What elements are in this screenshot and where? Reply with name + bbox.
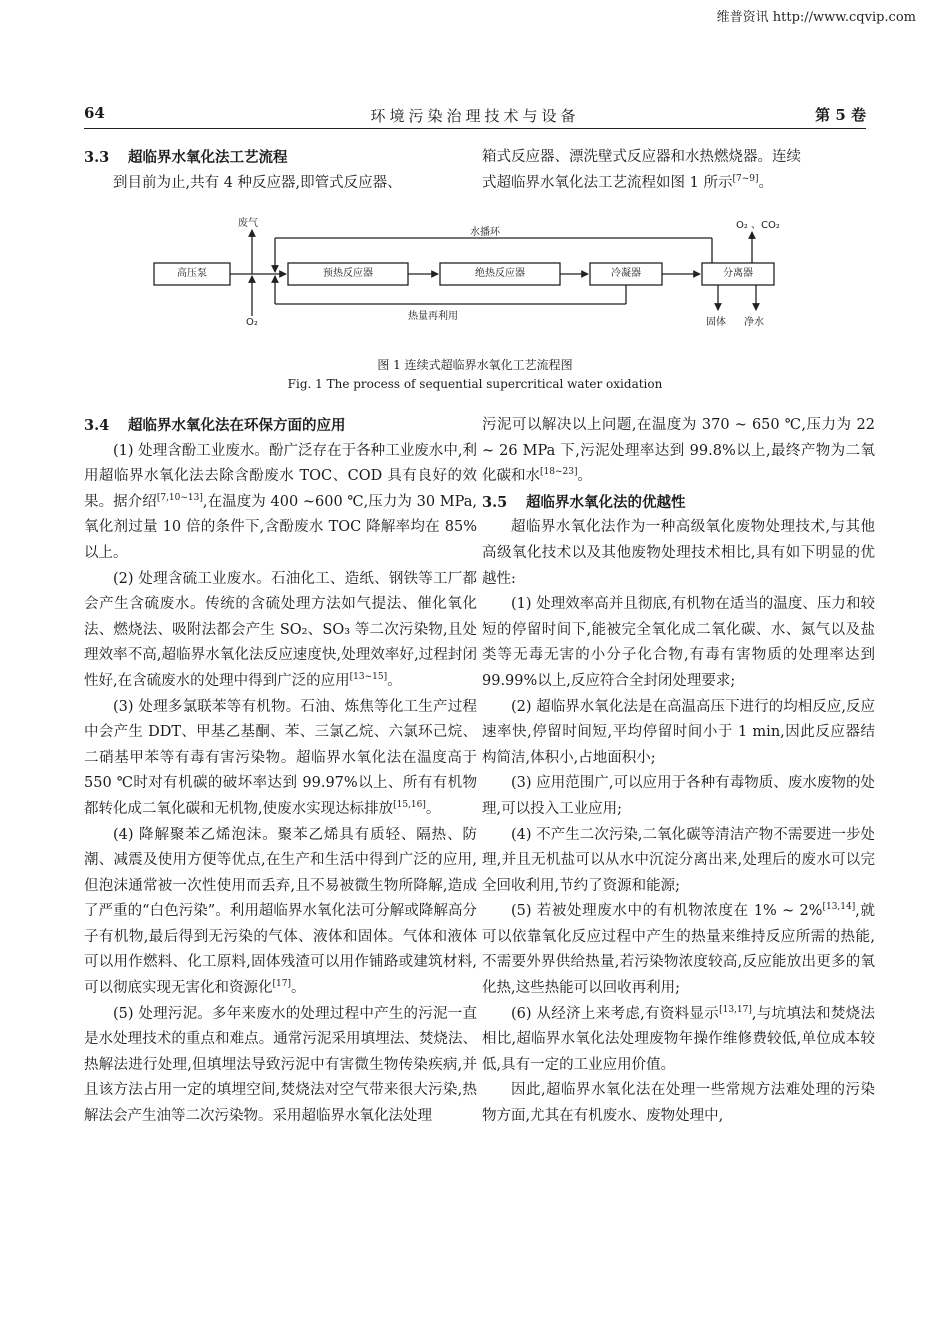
label-solid: 固体 xyxy=(706,317,726,328)
label-o2: O₂ xyxy=(246,317,258,328)
watermark: 维普资讯 http://www.cqvip.com xyxy=(716,10,916,25)
label-clean-water: 净水 xyxy=(744,317,764,328)
paragraph: 因此,超临界水氧化法在处理一些常规方法难处理的污染物方面,尤其在有机废水、废物处理中, xyxy=(482,1082,875,1125)
paragraph: (3) 处理多氯联苯等有机物。石油、炼焦等化工生产过程中会产生 DDT、甲基乙基酮、苯、三氯乙烷、六氯环己烷、二硝基甲苯等有毒有害污染物。超临界水氧化法在温度高于 550 ℃时对有机碳的破坏率达到 99.97%以上、所有有机物都转化成二氧化碳和无机物,使废水实现达标排放[15,16]。 xyxy=(84,698,477,817)
list-item: (2) 超临界水氧化法是在高温高压下进行的均相反应,反应速率快,停留时间短,平均停留时间小于 1 min,因此反应器结构简洁,体积小,占地面积小; xyxy=(482,698,875,766)
paragraph: 污泥可以解决以上问题,在温度为 370 ~ 650 ℃,压力为 22 ~ 26 MPa 下,污泥处理率达到 99.8%以上,最终产物为二氧化碳和水[18~23]。 xyxy=(482,417,875,485)
list-item: (1) 处理效率高并且彻底,有机物在适当的温度、压力和较短的停留时间下,能被完全氧化成二氧化碳、水、氮气以及盐类等无毒无害的小分子化合物,有毒有害物质的处理率达到 99.99%以上,反应符合全封闭处理要求; xyxy=(482,596,875,689)
section-heading: 3.4 超临界水氧化法在环保方面的应用 xyxy=(84,417,346,434)
label-waste-gas: 废气 xyxy=(238,218,258,229)
label-separator: 分离器 xyxy=(723,268,753,279)
label-high-pressure-pump: 高压泵 xyxy=(177,268,207,279)
citation: [13,17] xyxy=(719,1004,752,1015)
citation: [13~15] xyxy=(349,672,388,683)
label-condenser: 冷凝器 xyxy=(611,268,641,279)
citation: [18~23] xyxy=(540,467,578,478)
paragraph: (2) 处理含硫工业废水。石油化工、造纸、钢铁等工厂都会产生含硫废水。传统的含硫处理方法如气提法、催化氧化法、燃烧法、吸附法都会产生 SO₂、SO₃ 等二次污染物,且处理效率不高,超临界水氧化法反应速度快,处理效率好,过程封闭性好,在含硫废水的处理中得到广泛的应用[13~15]。 xyxy=(84,570,477,689)
label-heat-reuse: 热量再利用 xyxy=(408,311,458,322)
section-heading: 3.5 超临界水氧化法的优越性 xyxy=(482,493,686,511)
paragraph: (5) 处理污泥。多年来废水的处理过程中产生的污泥一直是水处理技术的重点和难点。通常污泥采用填埋法、焚烧法、热解法进行处理,但填埋法导致污泥中有害微生物传染疾病,并且该方法占用一定的填埋空间,焚烧法对空气带来很大污染,热解法会产生油等二次污染物。采用超临界水氧化法处理 xyxy=(84,1005,477,1125)
list-item: (6) 从经济上来考虑,有资料显示[13,17],与坑填法和焚烧法相比,超临界水氧化法处理废物年操作维修费较低,单位成本较低,具有一定的工业应用价值。 xyxy=(482,1004,875,1073)
journal-title: 环境污染治理技术与设备 xyxy=(370,107,580,125)
label-preheat-reactor: 预热反应器 xyxy=(323,268,373,279)
list-item: (3) 应用范围广,可以应用于各种有毒物质、废水废物的处理,可以投入工业应用; xyxy=(482,775,875,817)
left-column xyxy=(84,413,477,1130)
label-o2-co2: O₂ 、CO₂ xyxy=(736,220,780,231)
figure-caption-cn: 图 1 连续式超临界水氧化工艺流程图 xyxy=(377,358,573,372)
citation: [15,16] xyxy=(393,800,426,811)
paragraph: (4) 降解聚苯乙烯泡沫。聚苯乙烯具有质轻、隔热、防潮、减震及使用方便等优点,在生产和生活中得到广泛的应用,但泡沫通常被一次性使用而丢弃,且不易被微生物所降解,造成了严重的“白色污染”。利用超临界水氧化法可分解或降解高分子有机物,最后得到无污染的气体、液体和固体。气体和液体可以用作燃料、化工原料,固体残渣可以用作铺路或建筑材料,可以彻底实现无害化和资源化[17]。 xyxy=(84,826,477,997)
citation: [7~9] xyxy=(732,173,759,184)
section-3-3-right xyxy=(482,145,875,196)
section-heading: 3.3 超临界水氧化法工艺流程 xyxy=(84,149,288,166)
volume-label: 第 5 卷 xyxy=(815,106,866,124)
process-flow-diagram xyxy=(140,214,820,336)
paragraph: (1) 处理含酚工业废水。酚广泛存在于各种工业废水中,利用超临界水氧化法去除含酚废水 TOC、COD 具有良好的效果。据介绍[7,10~13],在温度为 400 ~600 ℃,压力为 30 MPa,氧化剂过量 10 倍的条件下,含酚废水 TOC 降解率均在 85%以上。 xyxy=(84,442,477,561)
citation: [13,14] xyxy=(822,902,856,913)
running-header xyxy=(84,104,866,129)
paragraph: 到目前为止,共有 4 种反应器,即管式反应器、 xyxy=(113,174,402,191)
right-column xyxy=(482,413,875,1130)
figure-caption-en: Fig. 1 The process of sequential supercritical water oxidation xyxy=(287,377,663,391)
citation: [7,10~13] xyxy=(156,492,203,503)
list-item: (4) 不产生二次污染,二氧化碳等清洁产物不需要进一步处理,并且无机盐可以从水中沉淀分离出来,处理后的废水可以完全回收利用,节约了资源和能源; xyxy=(482,826,875,894)
section-3-3-left xyxy=(84,145,477,196)
label-adiabatic-reactor: 绝热反应器 xyxy=(475,268,525,279)
list-item: (5) 若被处理废水中的有机物浓度在 1% ~ 2%[13,14],就可以依靠氧化反应过程中产生的热量来维持反应所需的热能,不需要外界供给热量,若污染物浓度较高,反应能放出更多的氧化热,这些热能可以回收再利用; xyxy=(482,902,876,997)
paragraph: 箱式反应器、漂洗壁式反应器和水热燃烧器。连续 xyxy=(482,149,801,165)
citation: [17] xyxy=(272,979,291,990)
paragraph: 超临界水氧化法作为一种高级氧化废物处理技术,与其他高级氧化技术以及其他废物处理技术相比,具有如下明显的优越性: xyxy=(482,519,875,587)
label-water-cycle: 水播环 xyxy=(470,227,500,238)
page-number: 64 xyxy=(84,104,105,122)
paragraph: 式超临界水氧化法工艺流程如图 1 所示[7~9]。 xyxy=(482,173,773,191)
